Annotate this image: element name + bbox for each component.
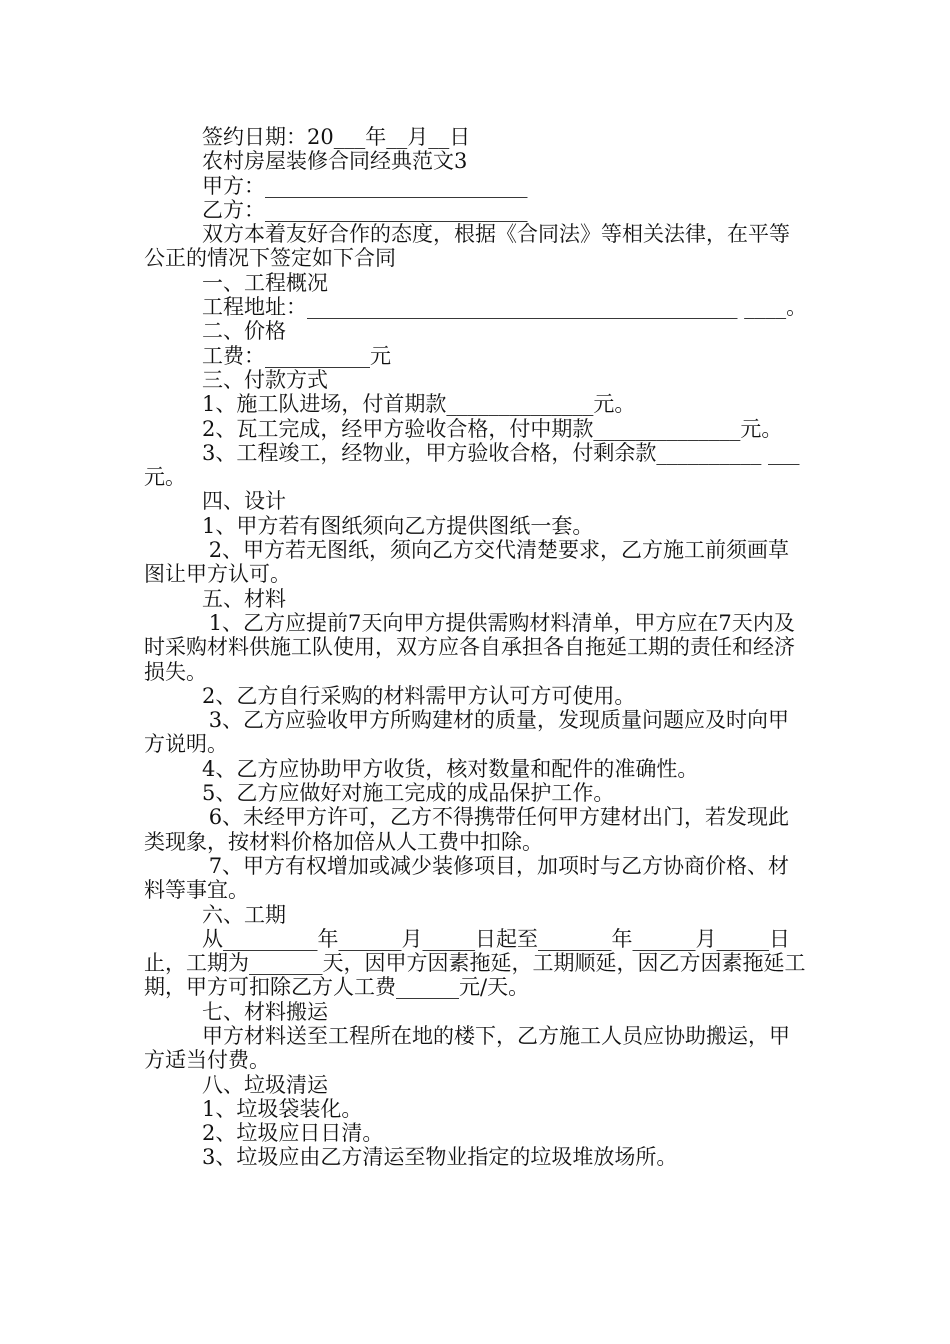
section-heading: 一、工程概况 [202,270,328,295]
document-body [144,125,810,1170]
clause-paragraph: 2、甲方若无图纸，须向乙方交代清楚要求，乙方施工前须画草图让甲方认可。 [144,538,790,587]
section-heading: 六、工期 [202,902,286,927]
clause-paragraph: 6、未经甲方许可，乙方不得携带任何甲方建材出门，若发现此类现象，按材料价格加倍从人工费中扣除。 [144,805,790,854]
clause-paragraph: 3、乙方应验收甲方所购建材的质量，发现质量问题应及时向甲方说明。 [144,708,790,757]
section-heading: 三、付款方式 [202,367,328,392]
clause-paragraph: 2、瓦工完成，经甲方验收合格，付中期款______________元。 [202,416,783,441]
clause-paragraph: 1、乙方应提前7天向甲方提供需购材料清单，甲方应在7天内及时采购材料供施工队使用，双方应各自承担各自拖延工期的责任和经济损失。 [144,610,795,684]
section-heading: 五、材料 [202,586,286,611]
section-heading: 八、垃圾清运 [202,1072,328,1097]
clause-paragraph: 3、垃圾应由乙方清运至物业指定的垃圾堆放场所。 [202,1145,678,1170]
clause-paragraph: 2、乙方自行采购的材料需甲方认可方可使用。 [202,683,636,708]
project-address-line: 工程地址：_________________________________________ ____。 [202,295,808,320]
document-title: 农村房屋装修合同经典范文3 [202,149,468,174]
clause-paragraph: 2、垃圾应日日清。 [202,1121,384,1146]
clause-paragraph: 1、施工队进场，付首期款______________元。 [202,392,636,417]
party-a-line: 甲方：_________________________ [202,173,528,198]
clause-paragraph: 甲方材料送至工程所在地的楼下，乙方施工人员应协助搬运，甲方适当付费。 [144,1023,790,1073]
clause-paragraph: 1、甲方若有图纸须向乙方提供图纸一套。 [202,513,594,538]
clause-paragraph: 7、甲方有权增加或减少装修项目，加项时与乙方协商价格、材料等事宜。 [144,853,790,903]
sign-date-line: 签约日期：20___年__月__日 [202,125,471,149]
section-heading: 二、价格 [202,319,286,344]
preamble-paragraph: 双方本着友好合作的态度，根据《合同法》等相关法律，在平等公正的情况下签定如下合同 [144,222,790,271]
section-heading: 四、设计 [202,489,286,514]
clause-paragraph: 3、工程竣工，经物业，甲方验收合格，付剩余款__________ ___元。 [144,440,800,490]
party-b-line: 乙方：_________________________ [202,197,528,222]
clause-paragraph: 1、垃圾袋装化。 [202,1096,363,1121]
clause-paragraph: 从_________年______月_____日起至_______年______月_____日止，工期为_______天，因甲方因素拖延，工期顺延，因乙方因素拖延工期，甲方可扣除乙方人工费______元/天。 [144,926,806,1000]
labor-fee-line: 工费：__________元 [202,343,391,368]
section-heading: 七、材料搬运 [202,999,328,1024]
clause-paragraph: 5、乙方应做好对施工完成的成品保护工作。 [202,781,615,806]
clause-paragraph: 4、乙方应协助甲方收货，核对数量和配件的准确性。 [202,756,699,781]
